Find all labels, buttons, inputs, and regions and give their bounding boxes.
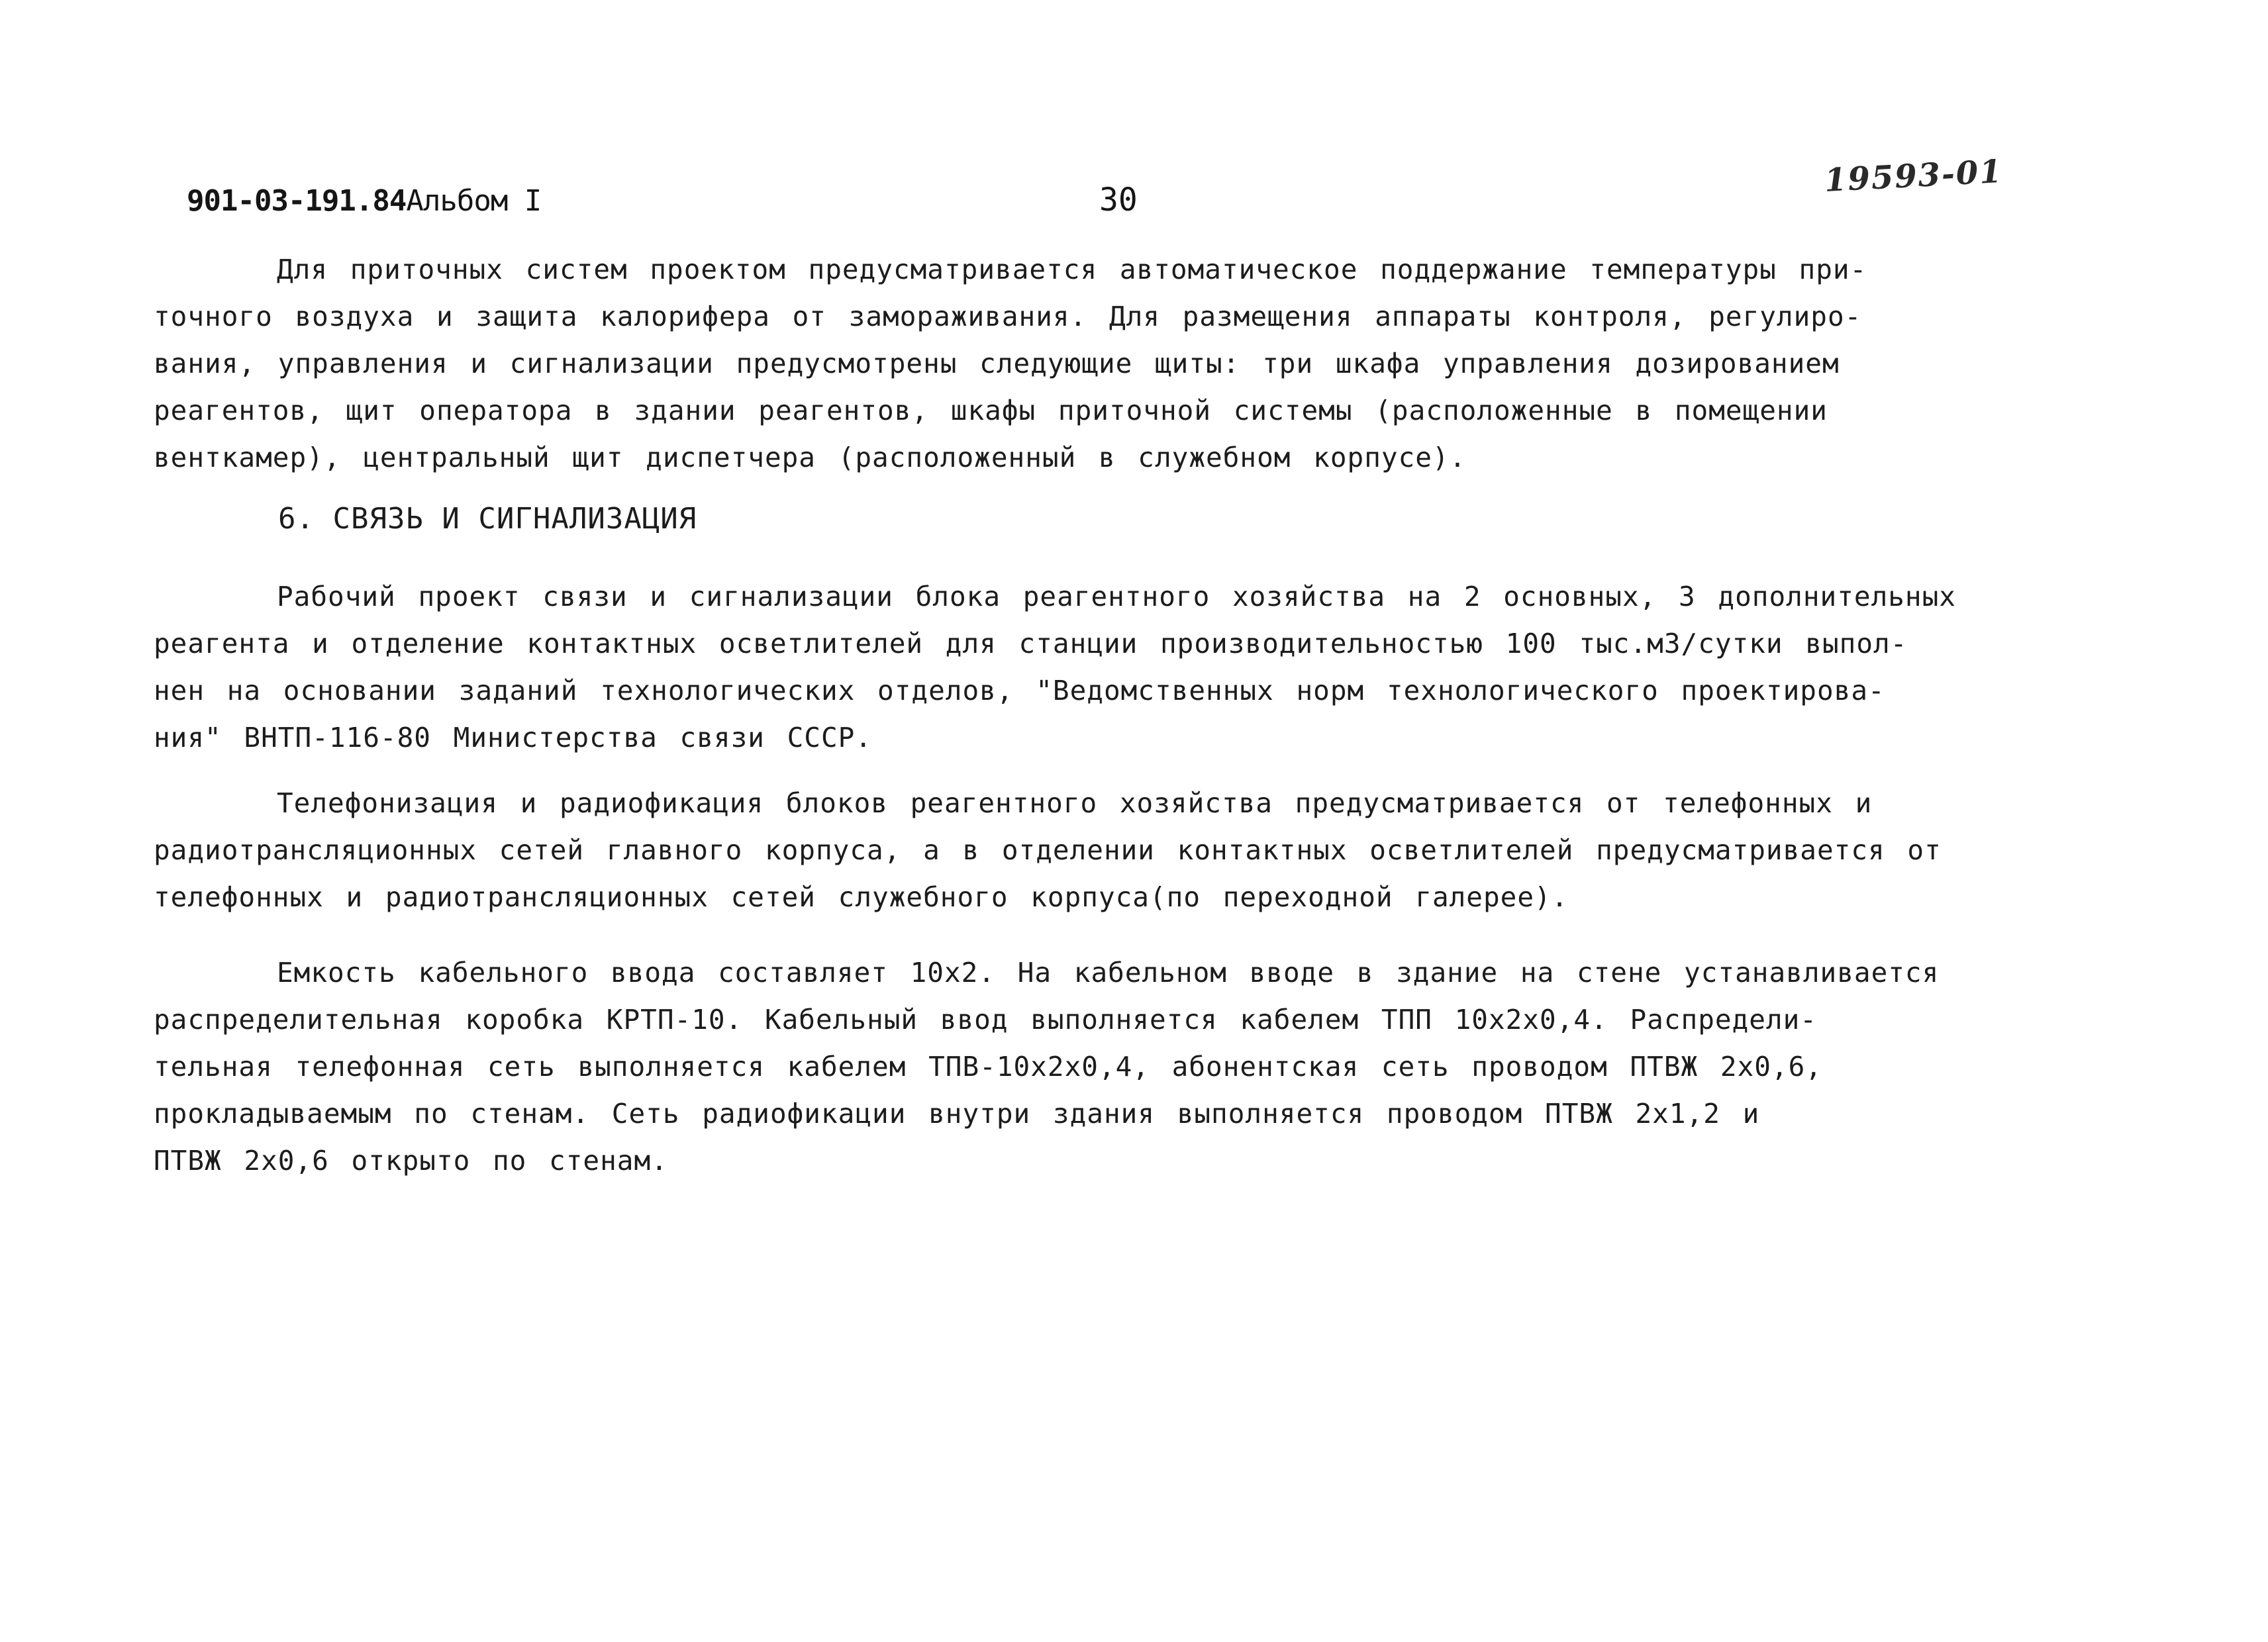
text-line: Телефонизация и радиофикация блоков реагентного хозяйства предусматривается от телефонных и (277, 787, 1873, 819)
text-line: ния" ВНТП-116-80 Министерства связи СССР. (154, 722, 873, 753)
text-line: тельная телефонная сеть выполняется кабелем ТПВ-10x2x0,4, абонентская сеть проводом ПТВЖ 2x0,6, (154, 1051, 1822, 1083)
page-number: 30 (1099, 181, 1138, 218)
text-line: венткамер), центральный щит диспетчера (расположенный в служебном корпусе). (154, 442, 1467, 473)
section-heading: 6. СВЯЗЬ И СИГНАЛИЗАЦИЯ (278, 502, 697, 536)
text-line: прокладываемым по стенам. Сеть радиофикации внутри здания выполняется проводом ПТВЖ 2x1,2 и (154, 1098, 1760, 1130)
text-line: реагентов, щит оператора в здании реагентов, шкафы приточной системы (расположенные в помещении (154, 395, 1828, 426)
text-line: реагента и отделение контактных осветлителей для станции производительностью 100 тыс.м3/сутки выпол- (154, 628, 1908, 659)
text-line: ПТВЖ 2x0,6 открыто по стенам. (154, 1145, 668, 1177)
text-line: точного воздуха и защита калорифера от замораживания. Для размещения аппараты контроля, регулиро- (154, 301, 1862, 332)
section-automation-paragraph (154, 246, 2140, 481)
text-line: Для приточных систем проектом предусматривается автоматическое поддержание температуры при- (277, 254, 1867, 285)
album-label: Альбом I (406, 184, 542, 218)
cable-input-paragraph (154, 949, 2140, 1184)
text-line: вания, управления и сигнализации предусмотрены следующие щиты: три шкафа управления дозированием (154, 348, 1840, 379)
telephone-radio-paragraph (154, 780, 2140, 921)
text-line: Рабочий проект связи и сигнализации блока реагентного хозяйства на 2 основных, 3 дополнительных (277, 581, 1956, 612)
text-line: нен на основании заданий технологических отделов, "Ведомственных норм технологического проектирова- (154, 675, 1885, 706)
text-line: телефонных и радиотрансляционных сетей служебного корпуса(по переходной галерее). (154, 881, 1569, 913)
communication-paragraph (154, 573, 2140, 761)
document-code (187, 184, 541, 218)
inventory-number: 19593-01 (1823, 152, 2004, 200)
text-line: распределительная коробка КРТП-10. Кабельный ввод выполняется кабелем ТПП 10x2x0,4. Распредели- (154, 1004, 1817, 1036)
text-line: радиотрансляционных сетей главного корпуса, а в отделении контактных осветлителей предусматривается от (154, 834, 1942, 866)
text-line: Емкость кабельного ввода составляет 10x2. На кабельном вводе в здание на стене устанавливается (277, 957, 1940, 989)
document-code-number: 901-03-191.84 (187, 184, 407, 218)
